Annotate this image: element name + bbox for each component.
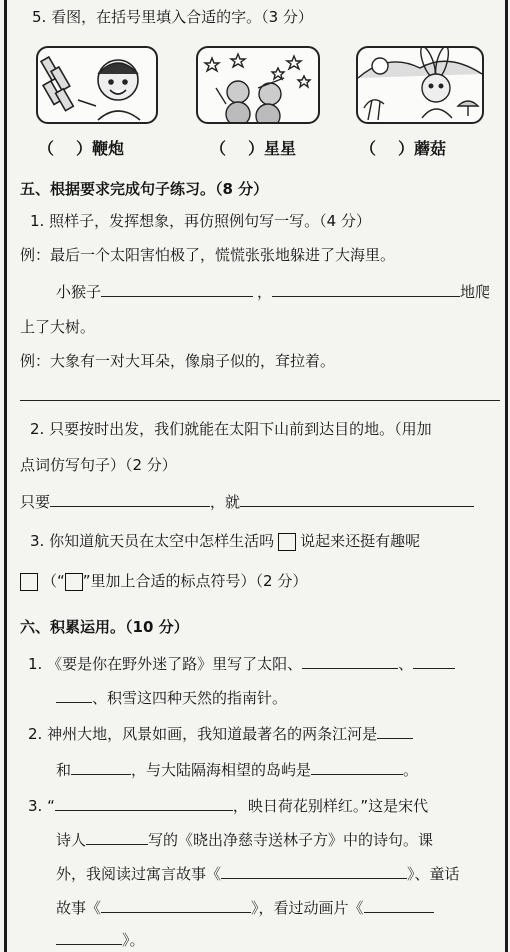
- s5-q1-fill-line: 小猴子 ， 地爬: [56, 283, 491, 301]
- q5-blank-2[interactable]: （ ）星星: [210, 139, 297, 158]
- s6-q3-line-4: 故事《 》，看过动画片《: [56, 898, 434, 917]
- monkeys-stars-picture: [196, 46, 320, 124]
- firecracker-boy-icon: [38, 48, 156, 122]
- q5-word-1: 鞭炮: [92, 139, 125, 158]
- s5-q1-fill-continue: 上了大树。: [20, 318, 96, 336]
- s5-q1-blank-1[interactable]: [101, 282, 253, 297]
- s6-q1-line-1: 1. 《要是你在野外迷了路》里写了太阳、 、: [28, 654, 455, 673]
- s6-q3-blank-3[interactable]: [221, 864, 407, 879]
- page-left-border: [4, 0, 7, 952]
- q5-title: 5. 看图，在括号里填入合适的字。（3 分）: [32, 8, 313, 26]
- s6-q3-line-1: 3. “ ，映日荷花别样红。”这是宋代: [28, 797, 429, 815]
- s5-q1-example-1: 例：最后一个太阳害怕极了，慌慌张张地躲进了大海里。: [20, 246, 396, 264]
- s6-q3-blank-1[interactable]: [55, 796, 233, 811]
- s6-q3-line-5: 》。: [56, 930, 145, 949]
- s5-q1-title: 1. 照样子，发挥想象，再仿照例句写一写。（4 分）: [30, 212, 371, 230]
- s6-q3-blank-5[interactable]: [364, 898, 434, 913]
- s6-q3-line-2: 诗人 写的《晓出净慈寺送林子方》中的诗句。课: [56, 831, 434, 849]
- s6-q2-line-1: 2. 神州大地，风景如画，我知道最著名的两条江河是: [28, 724, 413, 743]
- s5-q3-line-1: 3. 你知道航天员在太空中怎样生活吗 说起来还挺有趣呢: [30, 532, 421, 550]
- s6-q3-blank-4[interactable]: [101, 898, 251, 913]
- s6-q2-blank-2[interactable]: [71, 760, 131, 775]
- punctuation-box-legend: [65, 573, 83, 591]
- s6-q2-line-2: 和 ，与大陆隔海相望的岛屿是 。: [56, 761, 419, 779]
- s6-q1-blank-1[interactable]: [302, 654, 398, 669]
- page-right-border: [505, 0, 508, 952]
- s5-q2-blank-2[interactable]: [240, 492, 474, 507]
- firecracker-boy-picture: [36, 46, 158, 124]
- punctuation-box-2[interactable]: [20, 573, 38, 591]
- s6-q1-blank-2[interactable]: [413, 654, 455, 669]
- s6-q1-line-2: 、积雪这四种天然的指南针。: [56, 688, 287, 707]
- s5-q1-answer-line[interactable]: [20, 400, 500, 401]
- section-5-heading: 五、根据要求完成句子练习。（8 分）: [20, 180, 269, 198]
- s6-q1-blank-3[interactable]: [56, 688, 92, 703]
- monkeys-stars-icon: [198, 48, 318, 122]
- s5-q2-title: 2. 只要按时出发，我们就能在太阳下山前到达目的地。（用加: [30, 420, 432, 438]
- s6-q3-blank-2[interactable]: [86, 830, 148, 845]
- s6-q3-blank-6[interactable]: [56, 930, 122, 945]
- s5-q1-example-2: 例：大象有一对大耳朵，像扇子似的，耷拉着。: [20, 352, 336, 370]
- s6-q3-line-3: 外，我阅读过寓言故事《 》、童话: [56, 865, 460, 883]
- section-6-heading: 六、积累运用。（10 分）: [20, 618, 189, 636]
- s5-q2-blank-1[interactable]: [50, 492, 210, 507]
- s6-q2-blank-3[interactable]: [311, 760, 403, 775]
- s5-q1-blank-2[interactable]: [272, 282, 460, 297]
- punctuation-box-1[interactable]: [278, 533, 296, 551]
- s5-q2-fill-line: 只要 ，就: [20, 492, 474, 511]
- q5-word-3: 蘑菇: [414, 139, 447, 158]
- rabbit-mushroom-picture: [356, 46, 484, 124]
- q5-blank-3[interactable]: （ ）蘑菇: [360, 139, 447, 158]
- s6-q2-blank-1[interactable]: [377, 724, 413, 739]
- s5-q2-title-continue: 点词仿写句子）（2 分）: [20, 456, 177, 474]
- q5-blank-1[interactable]: （ ）鞭炮: [38, 139, 125, 158]
- rabbit-mushroom-icon: [358, 48, 482, 122]
- q5-word-2: 星星: [264, 139, 297, 158]
- s5-q3-line-2: （“ ”里加上合适的标点符号）（2 分）: [20, 572, 307, 591]
